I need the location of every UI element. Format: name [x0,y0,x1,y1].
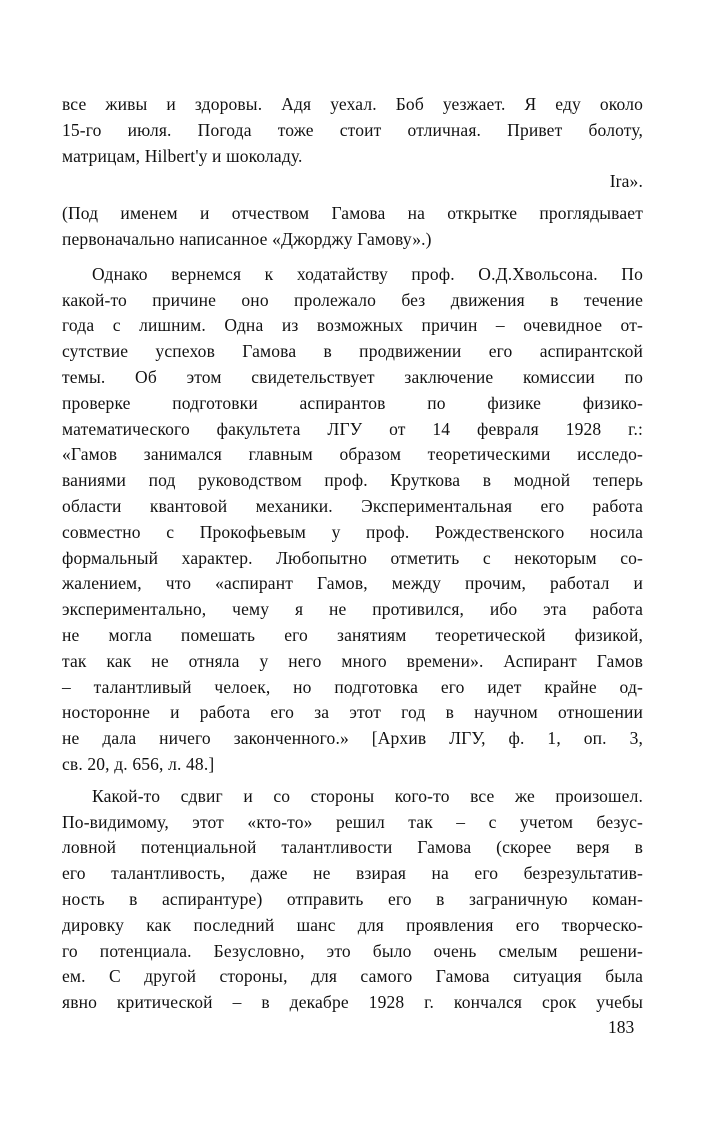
text-line: жалением, что «аспирант Гамов, между прочим, работал и [62,573,643,594]
text-line: сутствие успехов Гамова в продвижении его аспирантской [62,341,643,362]
text-line: ловной потенциальной талантливости Гамова (скорее веря в [62,837,643,858]
text-line: проверке подготовки аспирантов по физике физико- [62,392,643,413]
text-line: Однако вернемся к ходатайству проф. О.Д.Хвольсона. По [92,263,643,284]
text-line: темы. Об этом свидетельствует заключение комиссии по [62,366,643,387]
text-line: – талантливый челоек, но подготовка его идет крайне од- [62,676,643,697]
text-line: (Под именем и отчеством Гамова на открытке проглядывает [62,203,643,224]
page-number: 183 [608,1017,635,1037]
paragraph [62,262,643,778]
text-line: По-видимому, этот «кто-то» решил так – с учетом безус- [62,811,643,832]
text-line: все живы и здоровы. Адя уехал. Боб уезжает. Я еду около [62,94,643,114]
text-line: ность в аспирантуре) отправить его в заграничную коман- [62,888,643,909]
text-line: совместно с Прокофьевым у проф. Рождественского носила [62,521,643,542]
text-line: первоначально написанное «Джорджу Гамову».) [62,228,432,249]
page-body [62,92,643,1016]
text-line: области квантовой механики. Экспериментальная его работа [62,495,643,516]
text-line: носторонне и работа его за этот год в научном отношении [62,702,643,723]
text-line: 15-го июля. Погода тоже стоит отличная. Привет болоту, [62,119,643,140]
editorial-note [62,201,643,253]
text-line: дировку как последний шанс для проявления его творческо- [62,914,643,935]
text-line: не дала ничего законченного.» [Архив ЛГУ, ф. 1, оп. 3, [62,728,643,749]
letter-signature: Ira». [609,171,643,192]
text-line: какой-то причине оно пролежало без движения в течение [62,289,643,310]
text-line: Какой-то сдвиг и со стороны кого-то все же произошел. [92,785,643,806]
text-line: так как не отняла у него много времени». Аспирант Гамов [62,650,643,671]
text-line: формальный характер. Любопытно отметить с некоторым со- [62,547,643,568]
text-line: матрицам, Hilbert'у и шоколаду. [62,145,303,166]
text-line: его талантливость, даже не взирая на его безрезультатив- [62,863,643,884]
text-line: экспериментально, чему я не противился, ибо эта работа [62,599,643,620]
paragraph [62,784,643,1016]
text-line: го потенциала. Безусловно, это было очень смелым решени- [62,940,643,961]
letter-excerpt [62,92,643,195]
text-line: явно критической – в декабре 1928 г. кончался срок учебы [62,992,643,1013]
text-line: математического факультета ЛГУ от 14 февраля 1928 г.: [62,418,643,439]
text-line: «Гамов занимался главным образом теоретическими исследо- [62,444,643,465]
text-line: ем. С другой стороны, для самого Гамова ситуация была [62,966,643,987]
text-line: св. 20, д. 656, л. 48.] [62,753,215,774]
text-line: года с лишним. Одна из возможных причин – очевидное от- [62,315,643,336]
text-line: не могла помешать его занятиям теоретической физикой, [62,624,643,645]
text-line: ваниями под руководством проф. Круткова в модной теперь [62,470,643,491]
